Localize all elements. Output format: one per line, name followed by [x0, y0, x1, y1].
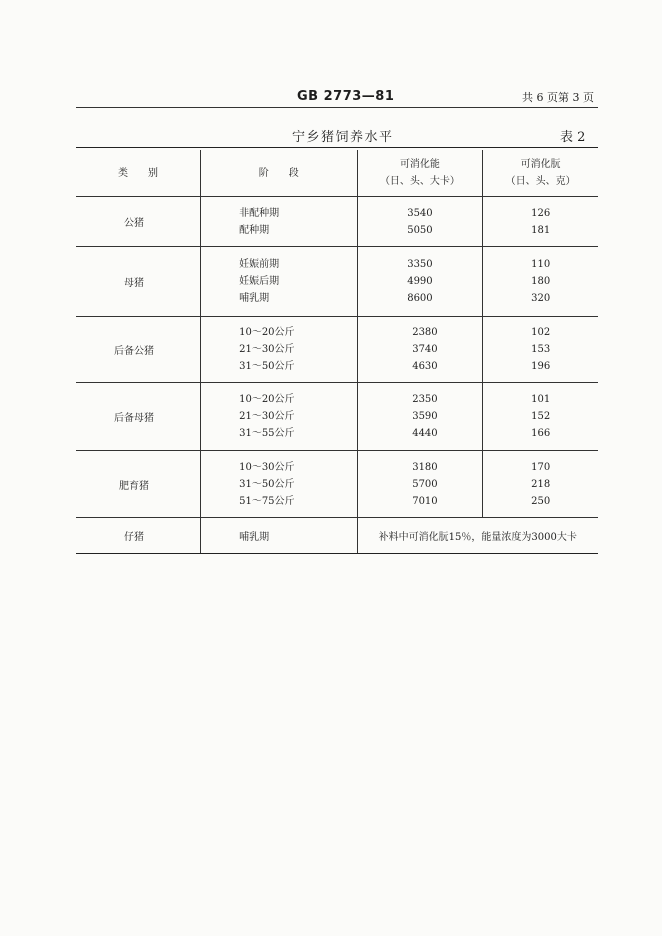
- energy-cell: [357, 383, 483, 451]
- protein-cell: [483, 247, 598, 317]
- stage-cell: [201, 383, 357, 451]
- protein-value: 320: [531, 293, 551, 304]
- stage-value: 31～50公斤: [239, 361, 295, 372]
- stage-value: 妊娠前期: [239, 259, 280, 270]
- energy-value: 7010: [412, 495, 438, 507]
- category-cell: 后备公猪: [76, 317, 201, 383]
- energy-value: 4990: [407, 276, 433, 287]
- table-row: [76, 317, 598, 383]
- category-cell: 后备母猪: [76, 383, 201, 451]
- feeding-level-table: [76, 150, 598, 554]
- category-cell: 肥育猪: [76, 451, 201, 518]
- energy-value: 3740: [412, 344, 438, 355]
- protein-value: 250: [531, 495, 551, 507]
- stage-cell: [201, 197, 357, 247]
- protein-cell: [483, 197, 598, 247]
- energy-cell: [357, 317, 483, 383]
- energy-value: 3350: [407, 259, 433, 270]
- stage-cell: [201, 451, 357, 518]
- energy-value: 4630: [412, 361, 438, 372]
- protein-cell: [483, 451, 598, 518]
- protein-value: 166: [531, 428, 551, 439]
- col-header-stage: [201, 150, 357, 197]
- stage-value: 10～30公斤: [239, 461, 295, 473]
- stage-value: 31～50公斤: [239, 478, 295, 490]
- table-top-rule: [76, 147, 598, 148]
- stage-value: 51～75公斤: [239, 495, 295, 507]
- protein-value: 152: [531, 411, 551, 422]
- col-header-protein-label: 可消化朊: [520, 159, 561, 170]
- energy-value: 3540: [407, 207, 433, 219]
- protein-cell: [483, 383, 598, 451]
- table-row: [76, 247, 598, 317]
- stage-value: 妊娠后期: [239, 276, 280, 287]
- protein-value: 102: [531, 327, 551, 338]
- standard-code: GB 2773—81: [297, 89, 395, 104]
- category-cell: 仔猪: [76, 518, 201, 554]
- protein-value: 170: [531, 461, 551, 473]
- table-row: [76, 451, 598, 518]
- col-header-energy: [357, 150, 483, 197]
- col-header-category: [76, 150, 201, 197]
- energy-cell: [357, 197, 483, 247]
- stage-value: 非配种期: [239, 207, 280, 219]
- energy-value: 4440: [412, 428, 438, 439]
- stage-cell: [201, 247, 357, 317]
- energy-value: 5050: [407, 224, 433, 236]
- table-row: [76, 518, 598, 554]
- col-header-category-label: 类 别: [118, 167, 159, 179]
- col-header-protein-unit: （日、头、克）: [505, 176, 576, 187]
- protein-value: 126: [531, 207, 551, 219]
- energy-cell: [357, 451, 483, 518]
- table-title: 宁乡猪饲养水平: [292, 130, 394, 145]
- stage-value: 21～30公斤: [239, 344, 295, 355]
- table-row: [76, 383, 598, 451]
- category-cell: 公猪: [76, 197, 201, 247]
- stage-value: 10～20公斤: [239, 327, 295, 338]
- col-header-energy-unit: （日、头、大卡）: [379, 176, 460, 187]
- energy-value: 5700: [412, 478, 438, 490]
- stage-value: 哺乳期: [239, 293, 270, 304]
- energy-value: 2350: [412, 394, 438, 405]
- protein-value: 180: [531, 276, 551, 287]
- energy-value: 2380: [412, 327, 438, 338]
- piglet-note: 补料中可消化朊15％，能量浓度为3000大卡: [357, 518, 598, 554]
- protein-cell: [483, 317, 598, 383]
- col-header-stage-label: 阶 段: [258, 167, 299, 179]
- table-row: [76, 197, 598, 247]
- stage-value: 21～30公斤: [239, 411, 295, 422]
- protein-value: 153: [531, 344, 551, 355]
- protein-value: 101: [531, 394, 551, 405]
- header-row: [76, 150, 598, 197]
- energy-value: 3180: [412, 461, 438, 473]
- col-header-energy-label: 可消化能: [399, 159, 440, 170]
- category-cell: 母猪: [76, 247, 201, 317]
- header-rule: [76, 107, 598, 108]
- stage-value: 10～20公斤: [239, 394, 295, 405]
- stage-value: 配种期: [239, 224, 270, 236]
- col-header-protein: [483, 150, 598, 197]
- page-info: 共 6 页第 3 页: [522, 91, 594, 104]
- protein-value: 181: [531, 224, 551, 236]
- protein-value: 196: [531, 361, 551, 372]
- energy-cell: [357, 247, 483, 317]
- stage-value: 31～55公斤: [239, 428, 295, 439]
- protein-value: 218: [531, 478, 551, 490]
- stage-cell: 哺乳期: [201, 518, 357, 554]
- stage-cell: [201, 317, 357, 383]
- table-number: 表 2: [560, 130, 586, 145]
- energy-value: 8600: [407, 293, 433, 304]
- protein-value: 110: [531, 259, 551, 270]
- energy-value: 3590: [412, 411, 438, 422]
